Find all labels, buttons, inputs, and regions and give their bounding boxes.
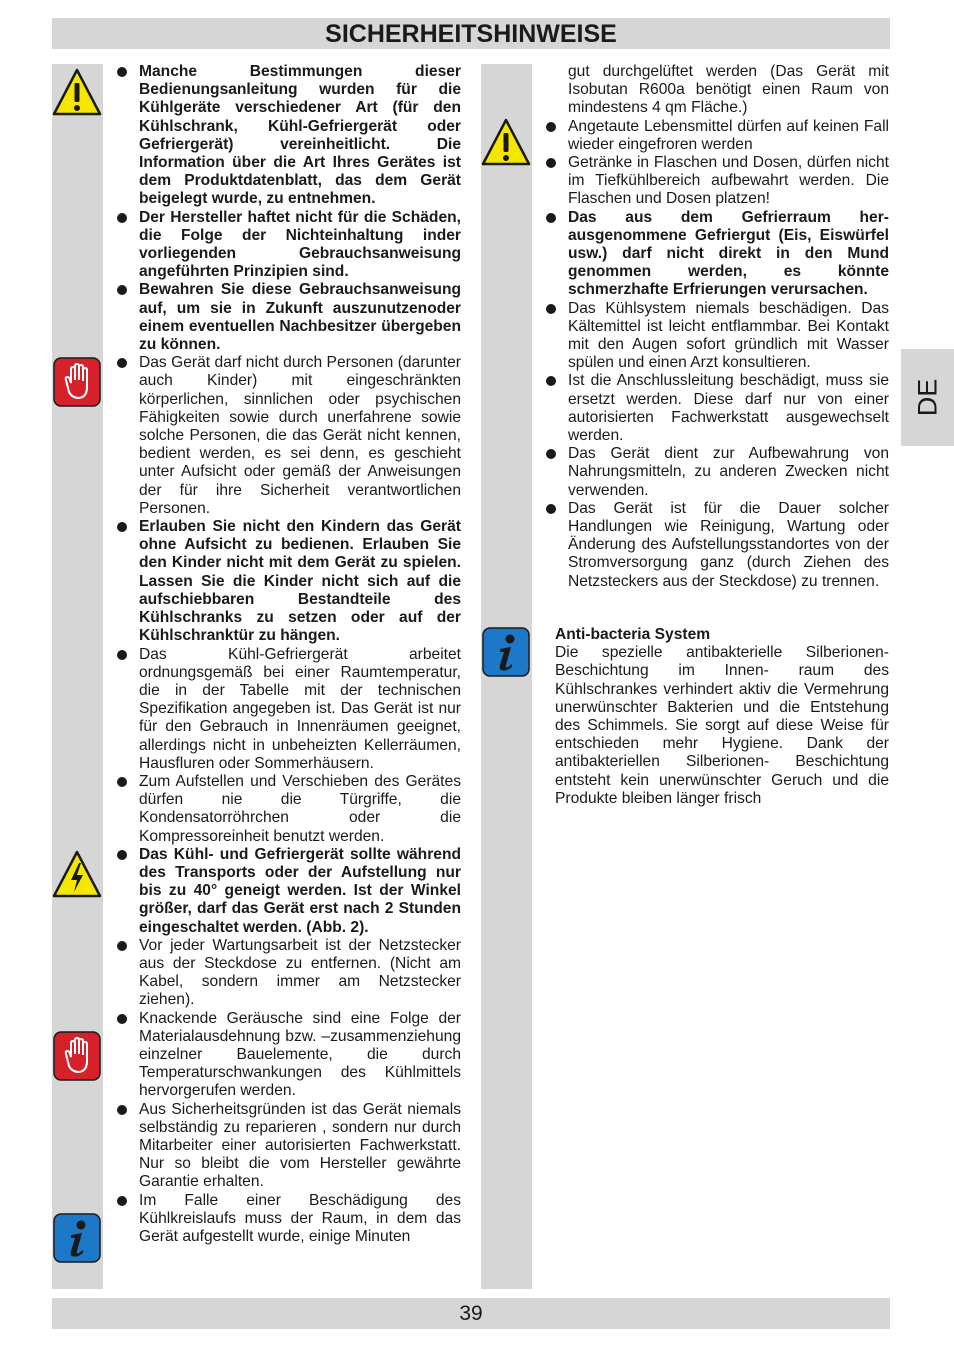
list-item: Bewahren Sie diese Gebrauchsanweisung auf, um sie in Zukunft auszunutzenoder einem eventuellen Nachbesitzer übergeben zu können. xyxy=(111,281,461,354)
left-icon-gutter xyxy=(52,64,103,1289)
list-item: Getränke in Flaschen und Dosen, dürfen nicht im Tiefkühlbereich aufbewahrt werden. Die Flaschen und Dosen platzen! xyxy=(540,154,889,209)
section-body: Die spezielle antibakterielle Silberionen-Beschichtung im Innen- raum des Kühlschrankes verhindert aktiv die Vermehrung unerwünschter Bakterien und die Entstehung des Schimmels. Sie sorgt auf diese Weise für entschieden mehr Hygiene. Dank der antibakteriellen Silberionen- Beschichtung entsteht kein unerwünschter Geruch und die Produkte bleiben länger frisch xyxy=(555,644,889,807)
list-item: Vor jeder Wartungsarbeit ist der Netzstecker aus der Steckdose zu entfernen. (Nicht am Kabel, sondern immer am Netzstecker ziehen). xyxy=(111,937,461,1010)
list-item: Erlauben Sie nicht den Kindern das Gerät ohne Aufsicht zu bedienen. Erlauben Sie den Kinder nicht mit dem Gerät zu spielen. Lassen Sie die Kinder nicht sich auf die aufschiebbaren Bestandteile des Kühlschranks zu setzen oder auf der Kühlschranktür zu hängen. xyxy=(111,518,461,645)
stop-hand-icon xyxy=(52,356,102,408)
list-item: Das Kühl-Gefriergerät arbeitet ordnungsgemäß bei einer Raumtemperatur, die in der Tabelle mit der technischen Spezifikation angegeben ist. Das Gerät ist nur für den Gebrauch in Innenräumen geeignet, allerdings nicht in unbeheizten Kellerräumen, Hausfluren oder Sommerhäusern. xyxy=(111,646,461,773)
list-item: Das Gerät darf nicht durch Personen (darunter auch Kinder) mit eingeschränkten körperlichen, sinnlichen oder psychischen Fähigkeiten sowie durch unerfahrene sowie solche Personen, die das Gerät nicht kennen, bedient werden, es sei denn, es geschieht unter Aufsicht oder gemäß der Anweisungen der für ihre Sicherheit verantwortlichen Personen. xyxy=(111,354,461,518)
page-number: 39 xyxy=(52,1298,890,1329)
list-item: Im Falle einer Beschädigung des Kühlkreislaufs muss der Raum, in dem das Gerät aufgestellt wurde, einige Minuten xyxy=(111,1192,461,1247)
right-text-column xyxy=(540,63,889,591)
stop-hand-icon xyxy=(52,1030,102,1082)
list-item: Ist die Anschlussleitung beschädigt, muss sie ersetzt werden. Diese darf nur von einer autorisierten Fachwerkstatt ausgewechselt werden. xyxy=(540,372,889,445)
list-item: Der Hersteller haftet nicht für die Schäden, die Folge der Nichteinhaltung inder vorliegenden Gebrauchsanweisung angeführten Prinzipien sind. xyxy=(111,209,461,282)
list-item: Knackende Geräusche sind eine Folge der Materialausdehnung bzw. –zusammenziehung einzelner Bauelemente, die durch Temperaturschwankungen des Kühlmittels hervorgerufen werden. xyxy=(111,1010,461,1101)
list-item: Angetaute Lebensmittel dürfen auf keinen Fall wieder eingefroren werden xyxy=(540,118,889,154)
list-item: Aus Sicherheitsgründen ist das Gerät niemals selbständig zu reparieren , sondern nur durch Mitarbeiter einer autorisierten Fachwerkstatt. Nur so bleibt die vom Hersteller gewährte Garantie erhalten. xyxy=(111,1101,461,1192)
list-item: Zum Aufstellen und Verschieben des Gerätes dürfen nie die Türgriffe, die Kondensatorröhrchen oder die Kompressoreinheit benutzt werden. xyxy=(111,773,461,846)
info-icon xyxy=(481,626,531,678)
continuation-text: gut durchgelüftet werden (Das Gerät mit Isobutan R600a benötigt einen Raum von mindestens 4 qm Fläche.) xyxy=(568,63,889,117)
left-text-column xyxy=(111,63,461,1246)
list-item: Das Gerät dient zur Aufbewahrung von Nahrungsmitteln, zu anderen Zwecken nicht verwenden. xyxy=(540,445,889,500)
section-title: Anti-bacteria System xyxy=(555,626,711,643)
page-title: SICHERHEITSHINWEISE xyxy=(52,18,890,49)
language-tab xyxy=(901,349,954,446)
language-tab-label: DE xyxy=(911,378,942,417)
anti-bacteria-section xyxy=(555,626,889,808)
warning-icon xyxy=(481,116,531,168)
list-item: Manche Bestimmungen dieser Bedienungsanleitung wurden für die Kühlgeräte verschiedener Art (für den Kühlschrank, Kühl-Gefriergerät oder Gefriergerät) vereinheitlicht. Die Information über die Art Ihres Gerätes ist dem Produktdatenblatt, das dem Gerät beigelegt wurde, zu entnehmen. xyxy=(111,63,461,209)
list-item: Das Kühlsystem niemals beschädigen. Das Kältemittel ist leicht entflammbar. Bei Kontakt mit den Augen sofort gründlich mit Wasser spülen und einen Arzt konsultieren. xyxy=(540,300,889,373)
list-item: Das Gerät ist für die Dauer solcher Handlungen wie Reinigung, Wartung oder Änderung des Aufstellungsstandortes von der Stromversorgung ganz (durch Ziehen des Netzsteckers aus der Steckdose) zu trennen. xyxy=(540,500,889,591)
info-icon xyxy=(52,1212,102,1264)
list-item: Das Kühl- und Gefriergerät sollte während des Transports oder der Aufstellung nur bis zu 40° geneigt werden. Ist der Winkel größer, darf das Gerät erst nach 2 Stunden eingeschaltet werden. (Abb. 2). xyxy=(111,846,461,937)
list-item: Das aus dem Gefrierraum her- ausgenommene Gefriergut (Eis, Eiswürfel usw.) darf nicht direkt in den Mund genommen werden, es könnte schmerzhafte Erfrierungen verursachen. xyxy=(540,209,889,300)
electric-hazard-icon xyxy=(52,848,102,900)
warning-icon xyxy=(52,66,102,118)
